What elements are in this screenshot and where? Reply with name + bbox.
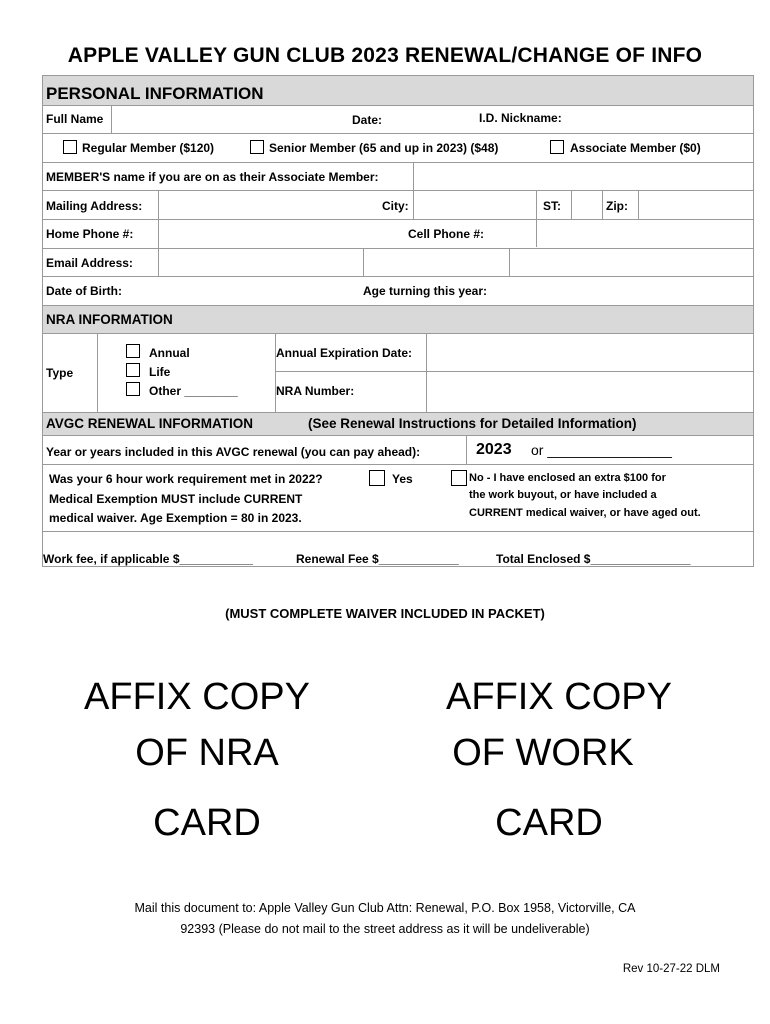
state-label: ST: — [543, 199, 561, 213]
nra-other-checkbox[interactable] — [126, 382, 140, 396]
nra-life-checkbox[interactable] — [126, 363, 140, 377]
nra-expiration-field[interactable] — [428, 336, 750, 369]
nra-life-label: Life — [149, 365, 171, 379]
associate-member-checkbox[interactable] — [550, 140, 564, 154]
nra-annual-label: Annual — [149, 346, 190, 360]
nra-other-label: Other ________ — [149, 384, 238, 398]
work-no-line2: the work buyout, or have included a — [469, 489, 657, 501]
work-fee-field[interactable]: Work fee, if applicable $___________ — [43, 552, 253, 566]
work-question-line1: Was your 6 hour work requirement met in 2022? — [49, 472, 323, 486]
senior-member-checkbox[interactable] — [250, 140, 264, 154]
age-label: Age turning this year: — [363, 284, 488, 298]
member-name-label: MEMBER'S name if you are on as their Associate Member: — [46, 170, 379, 184]
revision-note: Rev 10-27-22 DLM — [622, 963, 720, 975]
work-yes-label: Yes — [392, 472, 413, 486]
renewal-years-label: Year or years included in this AVGC renewal (you can pay ahead): — [46, 445, 421, 459]
home-phone-label: Home Phone #: — [46, 227, 134, 241]
work-no-checkbox[interactable] — [451, 470, 467, 486]
regular-member-label: Regular Member ($120) — [82, 141, 215, 155]
associate-member-label: Associate Member ($0) — [570, 141, 701, 155]
renewal-form — [42, 75, 754, 567]
email-field[interactable] — [160, 250, 750, 274]
nra-annual-checkbox[interactable] — [126, 344, 140, 358]
affix-nra-line3: CARD — [153, 802, 261, 844]
renewal-fee-field[interactable]: Renewal Fee $____________ — [296, 552, 459, 566]
waiver-note: (MUST COMPLETE WAIVER INCLUDED IN PACKET) — [225, 606, 545, 621]
nra-type-label: Type — [46, 366, 74, 380]
renewal-year-other[interactable]: or ________________ — [531, 442, 672, 458]
mailing-address-label: Mailing Address: — [46, 199, 143, 213]
work-yes-checkbox[interactable] — [369, 470, 385, 486]
dob-label: Date of Birth: — [46, 284, 122, 298]
form-title: APPLE VALLEY GUN CLUB 2023 RENEWAL/CHANGE OF INFO — [67, 44, 703, 67]
affix-work-line3: CARD — [495, 802, 603, 844]
cell-phone-field[interactable] — [538, 221, 750, 245]
renewal-year-value: 2023 — [476, 441, 512, 458]
member-name-field[interactable] — [415, 164, 750, 188]
nickname-field[interactable] — [573, 107, 748, 131]
avgc-note: (See Renewal Instructions for Detailed Information) — [308, 416, 637, 431]
full-name-field[interactable] — [113, 107, 353, 131]
work-no-line1: No - I have enclosed an extra $100 for — [469, 472, 666, 484]
zip-field[interactable] — [640, 192, 750, 216]
dob-field[interactable] — [160, 278, 360, 302]
affix-work-line2: OF WORK — [452, 732, 634, 774]
email-label: Email Address: — [46, 256, 133, 270]
personal-heading: PERSONAL INFORMATION — [46, 84, 264, 103]
mailing-address-field[interactable] — [160, 192, 378, 216]
senior-member-label: Senior Member (65 and up in 2023) ($48) — [269, 141, 499, 155]
date-field[interactable] — [393, 107, 473, 131]
mail-instructions-line1: Mail this document to: Apple Valley Gun Club Attn: Renewal, P.O. Box 1958, Victorville, CA — [134, 901, 636, 915]
nra-expiration-label: Annual Expiration Date: — [276, 346, 413, 360]
home-phone-field[interactable] — [160, 221, 410, 245]
age-field[interactable] — [511, 278, 750, 302]
work-no-line3: CURRENT medical waiver, or have aged out. — [469, 507, 701, 519]
regular-member-checkbox[interactable] — [63, 140, 77, 154]
nra-number-field[interactable] — [428, 374, 750, 410]
avgc-heading: AVGC RENEWAL INFORMATION — [46, 416, 253, 431]
full-name-label: Full Name — [46, 112, 104, 126]
nickname-label: I.D. Nickname: — [479, 111, 562, 125]
nra-heading: NRA INFORMATION — [46, 312, 173, 327]
affix-nra-line2: OF NRA — [135, 732, 279, 774]
affix-work-line1: AFFIX COPY — [446, 676, 672, 718]
city-field[interactable] — [415, 192, 535, 216]
state-field[interactable] — [573, 192, 601, 216]
nra-number-label: NRA Number: — [276, 384, 355, 398]
cell-phone-label: Cell Phone #: — [408, 227, 485, 241]
mail-instructions-line2: 92393 (Please do not mail to the street address as it will be undeliverable) — [180, 922, 590, 936]
affix-nra-line1: AFFIX COPY — [84, 676, 310, 718]
city-label: City: — [382, 199, 409, 213]
work-question-line3: medical waiver. Age Exemption = 80 in 2023. — [49, 511, 302, 525]
date-label: Date: — [352, 113, 383, 127]
zip-label: Zip: — [606, 199, 628, 213]
total-enclosed-field[interactable]: Total Enclosed $_______________ — [496, 552, 691, 566]
work-question-line2: Medical Exemption MUST include CURRENT — [49, 492, 303, 506]
